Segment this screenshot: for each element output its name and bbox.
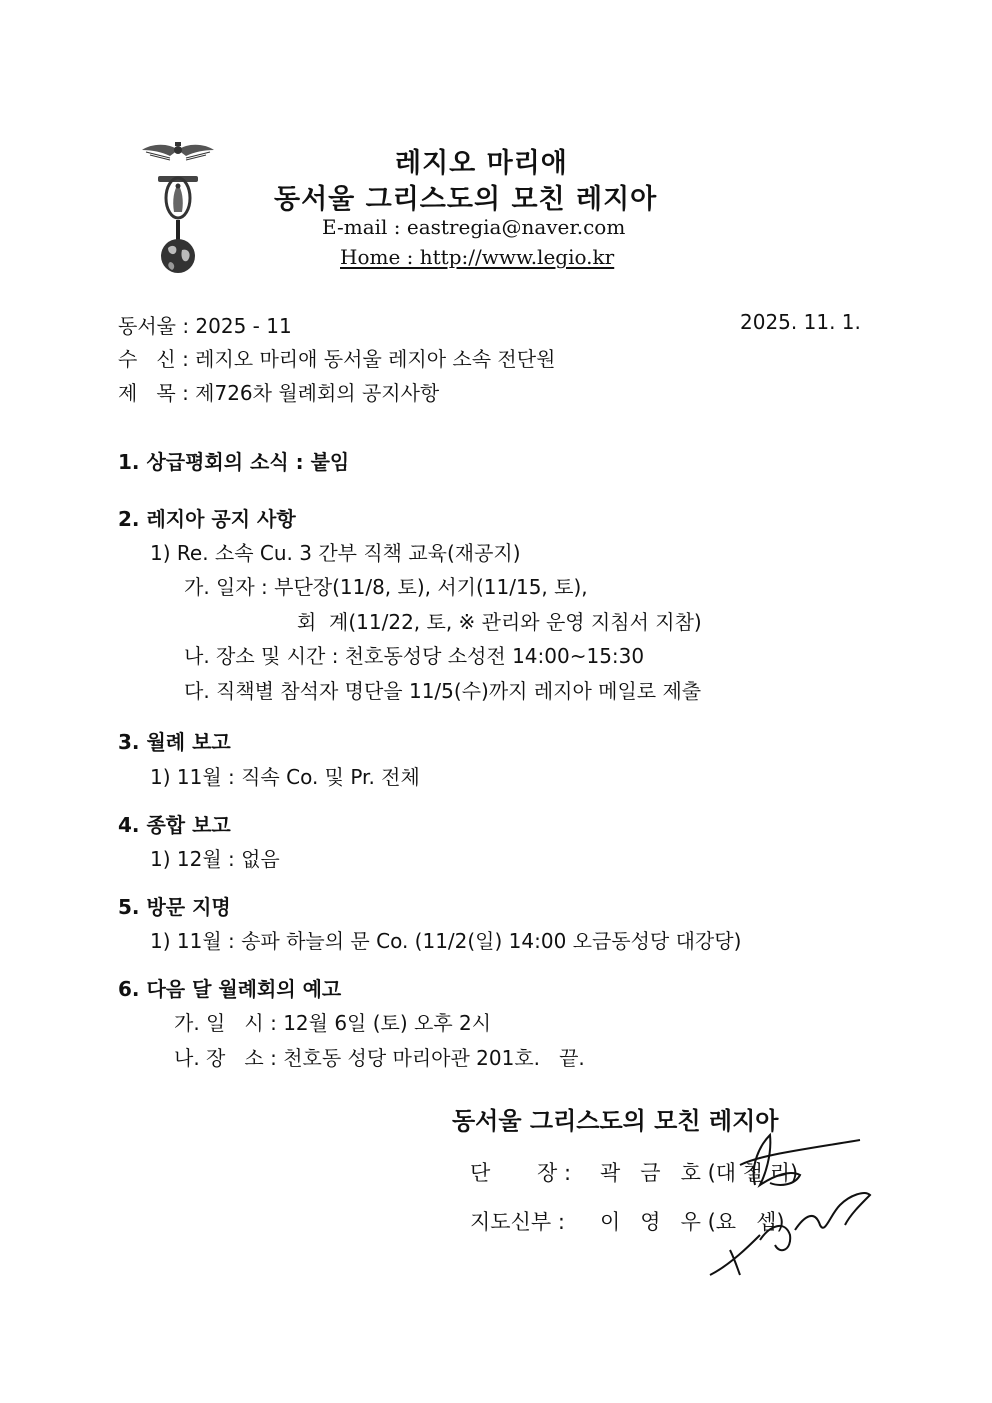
section-2-title: 2. 레지아 공지 사항 xyxy=(118,507,296,531)
section-4-title: 4. 종합 보고 xyxy=(118,813,231,837)
signature-organization: 동서울 그리스도의 모친 레지아 xyxy=(452,1107,779,1135)
org-title-line2: 동서울 그리스도의 모친 레지아 xyxy=(274,184,658,215)
priest-name: 이 영 우 (요 셉) xyxy=(600,1210,785,1234)
section-6-title: 6. 다음 달 월례회의 예고 xyxy=(118,977,342,1001)
section-6-item-b: 나. 장 소 : 천호동 성당 마리아관 201호. 끝. xyxy=(174,1046,585,1070)
recipient-line: 수 신 : 레지오 마리애 동서울 레지아 소속 전단원 xyxy=(118,347,556,371)
section-5-title: 5. 방문 지명 xyxy=(118,895,231,919)
leader-role-label: 단 장 : xyxy=(470,1161,572,1185)
section-2-item-c: 다. 직책별 참석자 명단을 11/5(수)까지 레지아 메일로 제출 xyxy=(184,679,702,703)
section-2-item-b: 나. 장소 및 시간 : 천호동성당 소성전 14:00~15:30 xyxy=(184,644,645,668)
section-3-title: 3. 월례 보고 xyxy=(118,730,231,754)
section-4-item-1: 1) 12월 : 없음 xyxy=(150,847,280,871)
handwritten-signature xyxy=(700,1125,880,1285)
section-2-item-a-continued: 회 계(11/22, 토, ※ 관리와 운영 지침서 지참) xyxy=(297,610,702,634)
section-1-title: 1. 상급평회의 소식 : 붙임 xyxy=(118,450,350,474)
legio-vexillum-logo xyxy=(140,140,216,276)
section-2-item-1: 1) Re. 소속 Cu. 3 간부 직책 교육(재공지) xyxy=(150,541,521,565)
section-5-item-1: 1) 11월 : 송파 하늘의 문 Co. (11/2(일) 14:00 오금동성당 대강당) xyxy=(150,929,742,953)
email-line: E-mail : eastregia@naver.com xyxy=(322,215,626,239)
priest-role-label: 지도신부 : xyxy=(470,1210,565,1234)
document-number: 동서울 : 2025 - 11 xyxy=(118,314,292,338)
leader-name: 곽 금 호 (대 철 리) xyxy=(600,1161,799,1185)
section-2-item-a: 가. 일자 : 부단장(11/8, 토), 서기(11/15, 토), xyxy=(184,575,588,599)
home-link[interactable]: Home : http://www.legio.kr xyxy=(340,245,615,269)
org-title-line1: 레지오 마리애 xyxy=(395,148,568,179)
section-3-item-1: 1) 11월 : 직속 Co. 및 Pr. 전체 xyxy=(150,765,420,789)
document-date: 2025. 11. 1. xyxy=(740,310,861,334)
subject-line: 제 목 : 제726차 월례회의 공지사항 xyxy=(118,381,440,405)
section-6-item-a: 가. 일 시 : 12월 6일 (토) 오후 2시 xyxy=(174,1011,492,1035)
